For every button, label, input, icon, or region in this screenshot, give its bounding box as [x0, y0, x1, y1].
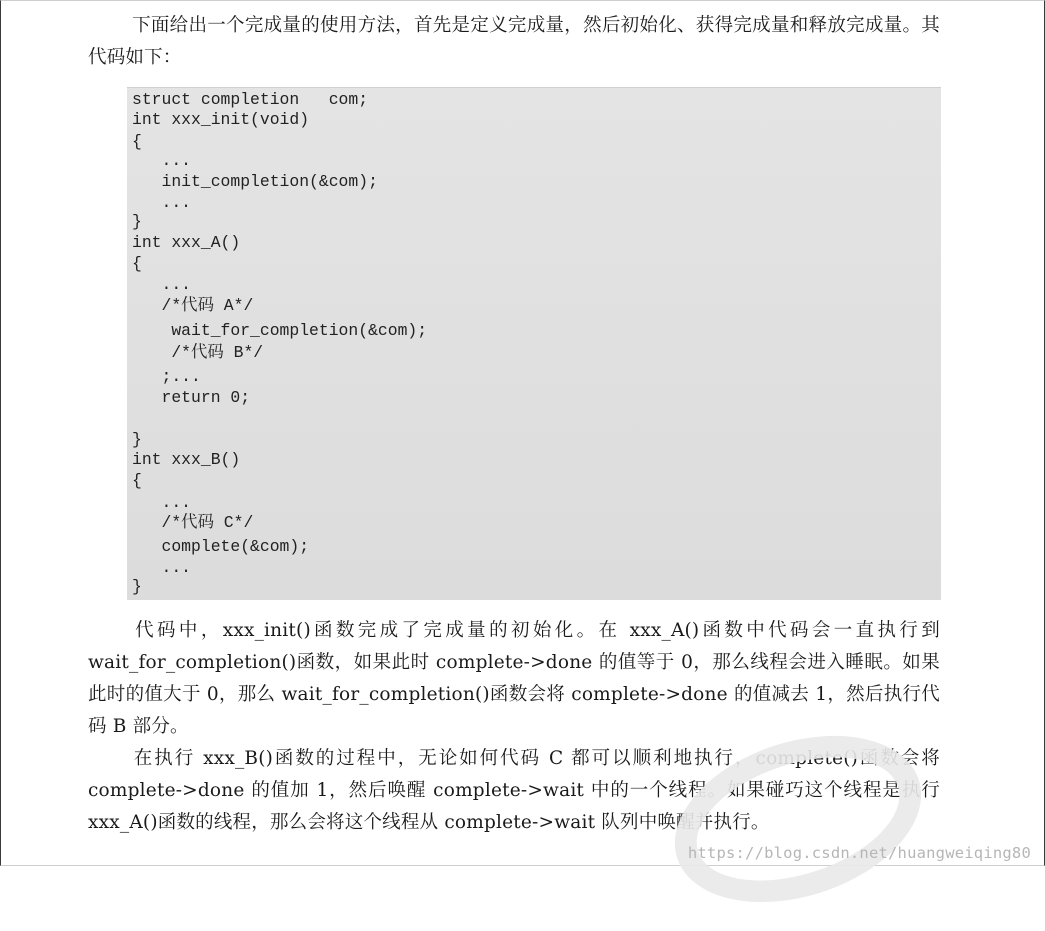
- code-line: complete(&com);: [132, 537, 310, 556]
- code-line: }: [132, 212, 142, 231]
- code-line: wait_for_completion(&com);: [132, 321, 428, 340]
- code-line: }: [132, 430, 142, 449]
- code-line: }: [132, 577, 142, 596]
- code-line: /*代码 C*/: [132, 513, 254, 532]
- explain-text: 代码中，xxx_init()函数完成了完成量的初始化。在 xxx_A()函数中代码会一直执行到 wait_for_completion()函数，如果此时 complete->done 的值等于 0，那么线程会进入睡眠。如果此时的值大于 0，那么 wait_for_completion()函数会将 complete->done 的值减去 1，然后执行代码 B 部分。: [88, 620, 940, 737]
- code-line: ...: [132, 558, 192, 577]
- intro-paragraph: [88, 10, 940, 74]
- code-line: {: [132, 254, 142, 273]
- code-line: return 0;: [132, 388, 251, 407]
- code-line: ...: [132, 275, 192, 294]
- code-line: int xxx_init(void): [132, 110, 310, 129]
- code-line: ...: [132, 151, 192, 170]
- code-line: struct completion com;: [132, 90, 369, 109]
- code-line: ...: [132, 193, 192, 212]
- code-line: int xxx_B(): [132, 450, 241, 469]
- explain2-text: 在执行 xxx_B()函数的过程中，无论如何代码 C 都可以顺利地执行，complete()函数会将 complete->done 的值加 1，然后唤醒 complete->wait 中的一个线程。如果碰巧这个线程是执行 xxx_A()函数的线程，那么会将这个线程从 complete->wait 队列中唤醒并执行。: [88, 748, 940, 833]
- code-line: {: [132, 471, 142, 490]
- explain-paragraph: [88, 615, 940, 743]
- code-block: [127, 87, 941, 600]
- code-line: {: [132, 132, 142, 151]
- intro-text: 下面给出一个完成量的使用方法，首先是定义完成量，然后初始化、获得完成量和释放完成量。其代码如下：: [88, 15, 940, 68]
- code-line: ;...: [132, 367, 201, 386]
- code-line: /*代码 A*/: [132, 296, 254, 315]
- code-line: init_completion(&com);: [132, 172, 378, 191]
- watermark-url: https://blog.csdn.net/huangweiqing80: [687, 844, 1031, 862]
- code-line: /*代码 B*/: [132, 343, 264, 362]
- code-line: int xxx_A(): [132, 233, 241, 252]
- code-line: ...: [132, 493, 192, 512]
